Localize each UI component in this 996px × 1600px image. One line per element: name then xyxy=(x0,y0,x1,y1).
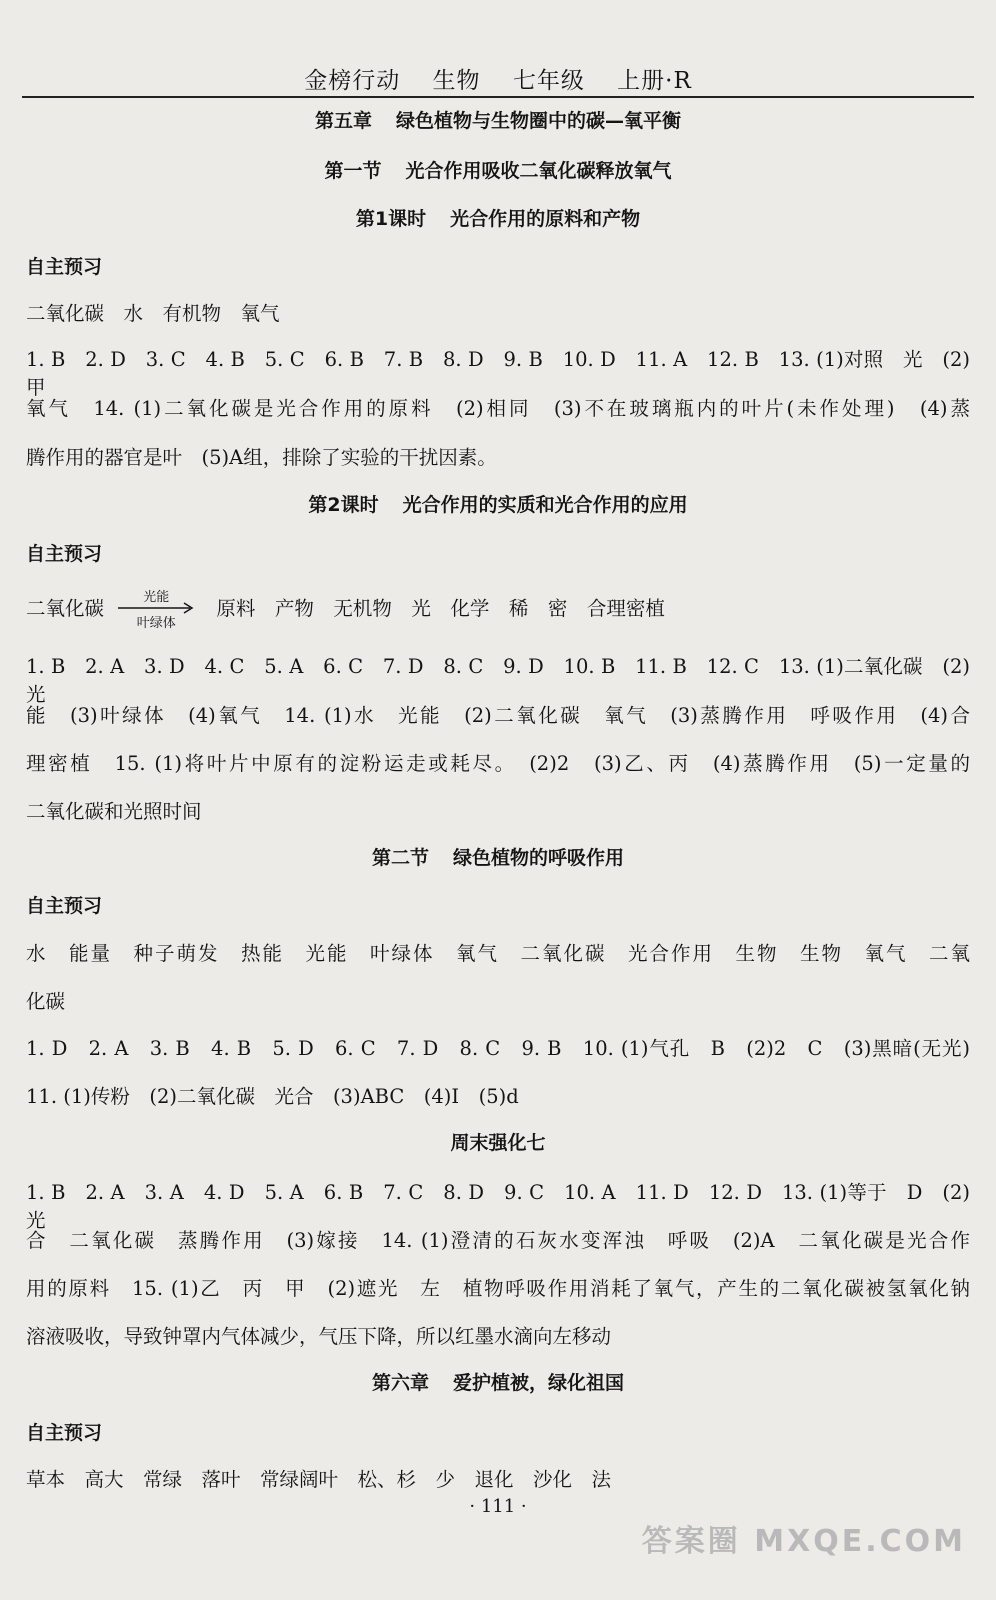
header-grade: 七年级 xyxy=(512,68,585,94)
equation-lead: 二氧化碳 xyxy=(26,597,105,620)
running-header xyxy=(0,62,996,95)
chapter-title: 绿色植物与生物圈中的碳—氧平衡 xyxy=(396,110,682,132)
preview-label: 自主预习 xyxy=(26,1422,103,1444)
reaction-arrow xyxy=(116,589,196,631)
lesson-heading xyxy=(0,204,996,231)
preview-answers: 化碳 xyxy=(26,990,66,1013)
answer-line: 1. D 2. A 3. B 4. B 5. D 6. C 7. D 8. C 9. B 10. (1)气孔 B (2)2 C (3)黑暗(无光) xyxy=(26,1037,970,1060)
answer-line: 能 (3)叶绿体 (4)氧气 14. (1)水 光能 (2)二氧化碳 氧气 (3)蒸腾作用 呼吸作用 (4)合 xyxy=(26,704,970,727)
page-number: · 111 · xyxy=(469,1496,527,1517)
arrow-condition-top: 光能 xyxy=(143,589,170,605)
answer-line: 1. B 2. A 3. D 4. C 5. A 6. C 7. D 8. C 9. D 10. B 11. B 12. C 13. (1)二氧化碳 (2)光 xyxy=(26,655,970,706)
answer-line: 溶液吸收，导致钟罩内气体减少，气压下降，所以红墨水滴向左移动 xyxy=(26,1325,612,1348)
answer-line: 1. B 2. A 3. A 4. D 5. A 6. B 7. C 8. D 9. C 10. A 11. D 12. D 13. (1)等于 D (2)光 xyxy=(26,1181,970,1232)
answer-line: 二氧化碳和光照时间 xyxy=(26,800,202,823)
chapter-number: 第五章 xyxy=(314,110,372,132)
preview-answers xyxy=(26,589,970,631)
answer-line: 合 二氧化碳 蒸腾作用 (3)嫁接 14. (1)澄清的石灰水变浑浊 呼吸 (2)A 二氧化碳是光合作 xyxy=(26,1229,970,1252)
chapter-heading xyxy=(0,106,996,133)
chapter-number: 第六章 xyxy=(371,1372,429,1394)
answer-line: 氧气 14. (1)二氧化碳是光合作用的原料 (2)相同 (3)不在玻璃瓶内的叶片(未作处理) (4)蒸 xyxy=(26,397,970,420)
preview-answers: 草本 高大 常绿 落叶 常绿阔叶 松、杉 少 退化 沙化 法 xyxy=(26,1468,612,1491)
section-title: 绿色植物的呼吸作用 xyxy=(453,847,625,869)
watermark-logo: 答案圈 MXQE.COM xyxy=(641,1524,966,1559)
answer-line: 腾作用的器官是叶 (5)A组，排除了实验的干扰因素。 xyxy=(26,446,497,469)
preview-label: 自主预习 xyxy=(26,895,103,917)
lesson-title: 光合作用的原料和产物 xyxy=(450,208,641,230)
section-heading xyxy=(0,156,996,183)
answer-line: 11. (1)传粉 (2)二氧化碳 光合 (3)ABC (4)Ⅰ (5)d xyxy=(26,1085,519,1108)
section-number: 第一节 xyxy=(324,160,382,182)
answer-line: 用的原料 15. (1)乙 丙 甲 (2)遮光 左 植物呼吸作用消耗了氧气，产生的二氧化碳被氢氧化钠 xyxy=(26,1277,970,1300)
header-subject: 生物 xyxy=(432,68,481,94)
preview-answers: 水 能量 种子萌发 热能 光能 叶绿体 氧气 二氧化碳 光合作用 生物 生物 氧气 二氧 xyxy=(26,942,970,965)
header-volume: 上册·R xyxy=(617,68,692,94)
arrow-condition-bottom: 叶绿体 xyxy=(136,615,176,631)
lesson-heading xyxy=(0,490,996,517)
chapter-heading xyxy=(0,1368,996,1395)
lesson-number: 第1课时 xyxy=(355,208,427,230)
header-rule xyxy=(22,96,974,98)
answer-line: 理密植 15. (1)将叶片中原有的淀粉运走或耗尽。 (2)2 (3)乙、丙 (4)蒸腾作用 (5)一定量的 xyxy=(26,752,970,775)
chapter-title: 爱护植被，绿化祖国 xyxy=(453,1372,625,1394)
preview-label: 自主预习 xyxy=(26,543,103,565)
weekend-heading: 周末强化七 xyxy=(450,1132,546,1154)
equation-rest: 原料 产物 无机物 光 化学 稀 密 合理密植 xyxy=(216,597,665,620)
lesson-number: 第2课时 xyxy=(308,494,379,516)
section-number: 第二节 xyxy=(371,847,429,869)
preview-answers: 二氧化碳 水 有机物 氧气 xyxy=(26,302,280,325)
answer-line: 1. B 2. D 3. C 4. B 5. C 6. B 7. B 8. D 9. B 10. D 11. A 12. B 13. (1)对照 光 (2)甲 xyxy=(26,348,970,399)
lesson-title: 光合作用的实质和光合作用的应用 xyxy=(402,494,688,516)
section-title: 光合作用吸收二氧化碳释放氧气 xyxy=(405,160,672,182)
header-series: 金榜行动 xyxy=(304,68,401,94)
section-heading xyxy=(0,843,996,870)
preview-label: 自主预习 xyxy=(26,256,103,278)
